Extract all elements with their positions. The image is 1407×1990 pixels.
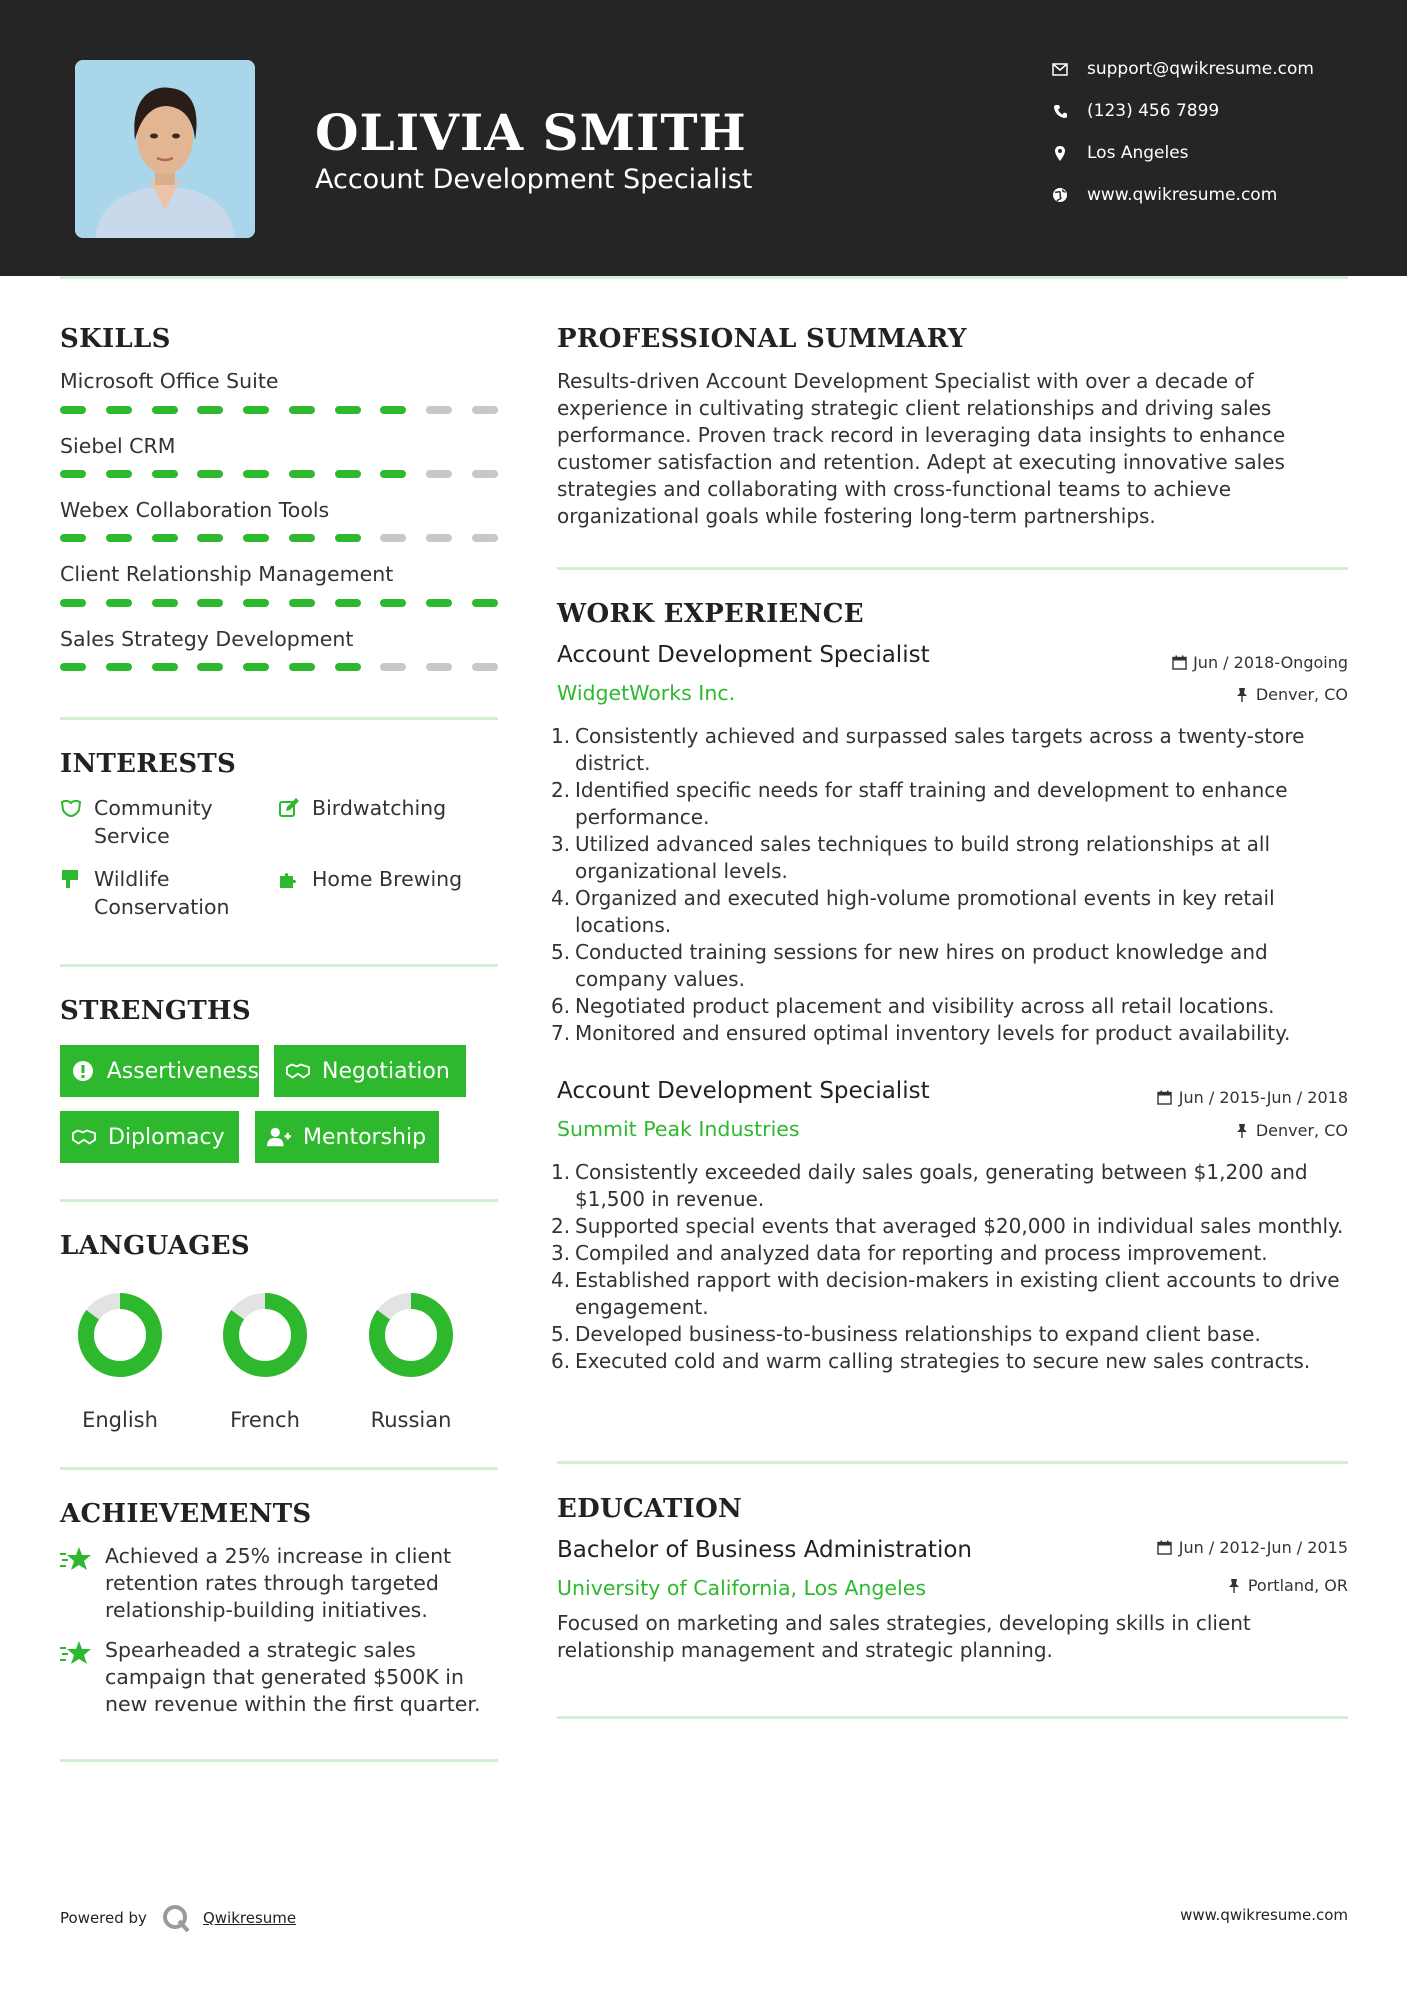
envelope-icon [1050,59,1070,79]
skill-dot [335,534,361,542]
interest-label: Wildlife Conservation [94,867,230,919]
language-name: French [230,1408,300,1432]
education-text: Focused on marketing and sales strategies, developing skills in client relationship management and strategic planning. [557,1611,1251,1662]
strength-tag [255,1111,439,1163]
job-bullet: 4. Established rapport with decision-makers in existing client accounts to drive engagement. [551,1268,1340,1319]
job-location-text: Denver, CO [1255,1121,1348,1140]
contact-location [1050,138,1370,168]
edit-icon [278,797,300,819]
star-icon [60,1639,92,1669]
skill-dot [380,599,406,607]
interest-item [278,865,498,893]
strengths-heading: STRENGTHS [60,996,251,1026]
contact-website-text: www.qwikresume.com [1087,185,1278,205]
language-item [366,1290,456,1432]
school-name: University of California, Los Angeles [557,1576,927,1600]
achievement-item [60,1637,500,1718]
skill-dot [380,534,406,542]
candidate-name: OLIVIA SMITH [315,103,747,162]
puzzle-icon [278,868,300,890]
strength-label: Assertiveness [106,1058,259,1084]
skill-dot [426,663,452,671]
language-item [220,1290,310,1432]
degree-title: Bachelor of Business Administration [557,1537,972,1563]
job-bullet: 6. Negotiated product placement and visibility across all retail locations. [551,994,1275,1018]
user-plus-icon [267,1125,291,1149]
job-bullet: 6. Executed cold and warm calling strategies to secure new sales contracts. [551,1349,1311,1373]
skill-name: Webex Collaboration Tools [60,498,330,522]
skill-name: Siebel CRM [60,434,176,458]
job-location [1234,685,1348,704]
education-dates-text: Jun / 2012-Jun / 2015 [1178,1538,1348,1557]
language-donut [366,1290,456,1380]
star-icon [60,1545,92,1575]
map-pin-icon [1050,143,1070,163]
skill-dot [60,663,86,671]
brand-link[interactable]: Qwikresume [202,1909,297,1927]
company-name: Summit Peak Industries [557,1117,800,1141]
pushpin-icon [1234,687,1250,703]
exclamation-circle-icon [72,1059,95,1083]
skill-dot [152,534,178,542]
interest-label: Birdwatching [312,796,447,820]
contact-location-text: Los Angeles [1087,143,1189,163]
skill-dot [335,663,361,671]
contact-website[interactable] [1050,180,1370,210]
job-bullet: 5. Conducted training sessions for new hires on product knowledge and company values. [551,940,1268,991]
skill-dot [380,470,406,478]
section-divider [60,964,498,967]
skill-dot [106,406,132,414]
skill-dot [335,406,361,414]
interest-item [60,865,260,921]
experience-heading: WORK EXPERIENCE [557,599,864,629]
job-bullet: 1. Consistently achieved and surpassed sales targets across a twenty-store district. [551,724,1305,775]
achievements-heading: ACHIEVEMENTS [60,1499,312,1529]
profile-photo [75,60,255,238]
skill-rating [60,470,498,478]
skill-rating [60,599,498,607]
skill-dot [472,470,498,478]
pushpin-icon [1226,1578,1242,1594]
interest-item [278,794,498,822]
skill-dot [289,534,315,542]
skill-dot [472,534,498,542]
languages-heading: LANGUAGES [60,1231,250,1261]
skill-dot [152,663,178,671]
skill-rating [60,534,498,542]
skill-name: Microsoft Office Suite [60,369,279,393]
skill-dot [243,406,269,414]
section-divider [60,1199,498,1202]
resume-header [0,0,1407,276]
job-bullets [551,1159,1347,1375]
skill-dot [289,406,315,414]
skill-dot [380,406,406,414]
section-divider [60,1759,498,1762]
skill-dot [60,534,86,542]
summary-text: Results-driven Account Development Specialist with over a decade of experience in cultivating strategic client relationships and driving sales performance. Proven track record in leveraging data insights to enhance customer satisfaction and retention. Adept at executing innovative sales strategies and collaborating with cross-functional teams to achieve organizational goals while fostering long-term partnerships. [557,369,1286,528]
job-dates-text: Jun / 2015-Jun / 2018 [1178,1088,1348,1107]
skill-dot [197,470,223,478]
skill-dot [243,663,269,671]
section-divider [557,1461,1348,1464]
skill-dot [426,599,452,607]
language-name: Russian [370,1408,452,1432]
skill-dot [152,470,178,478]
skill-dot [197,599,223,607]
education-location [1226,1576,1348,1595]
job-bullet: 3. Compiled and analyzed data for reporting and process improvement. [551,1241,1268,1265]
section-divider [557,1716,1348,1719]
language-donut [220,1290,310,1380]
skill-dot [426,470,452,478]
interest-label: Community Service [94,796,213,848]
skill-dot [243,470,269,478]
job-bullet: 3. Utilized advanced sales techniques to build strong relationships at all organizational levels. [551,832,1271,883]
skill-dot [197,406,223,414]
summary-heading: PROFESSIONAL SUMMARY [557,324,967,354]
education-location-text: Portland, OR [1247,1576,1348,1595]
skill-dot [243,534,269,542]
skill-dot [106,534,132,542]
skill-dot [60,470,86,478]
skill-dot [197,663,223,671]
calendar-icon [1157,1540,1173,1556]
job-bullet: 2. Identified specific needs for staff training and development to enhance performance. [551,778,1288,829]
powered-by-text: Powered by [60,1909,147,1927]
powered-by [60,1900,296,1936]
calendar-icon [1171,655,1187,671]
skill-dot [472,599,498,607]
skill-dot [426,406,452,414]
skill-rating [60,406,498,414]
interest-label: Home Brewing [312,867,463,891]
skill-dot [335,470,361,478]
phone-icon [1050,101,1070,121]
language-name: English [82,1408,158,1432]
job-dates-text: Jun / 2018-Ongoing [1193,653,1348,672]
job-location-text: Denver, CO [1255,685,1348,704]
strength-tag [60,1111,239,1163]
handshake-icon [60,797,82,819]
section-divider [60,717,498,720]
flag-icon [60,868,82,890]
skills-heading: SKILLS [60,324,171,354]
education-dates [1157,1538,1348,1557]
skill-dot [472,663,498,671]
handshake-icon [72,1125,96,1149]
achievement-text: Spearheaded a strategic sales campaign that generated $500K in new revenue within the first quarter. [105,1638,481,1716]
strength-label: Mentorship [303,1124,427,1150]
job-bullet: 7. Monitored and ensured optimal inventory levels for product availability. [551,1021,1291,1045]
skill-dot [243,599,269,607]
contact-phone-text: (123) 456 7899 [1087,101,1220,121]
contact-email-text: support@qwikresume.com [1087,59,1314,79]
job-bullet: 2. Supported special events that averaged $20,000 in individual sales monthly. [551,1214,1344,1238]
interests-heading: INTERESTS [60,749,237,779]
globe-icon [1050,185,1070,205]
skill-name: Sales Strategy Development [60,627,354,651]
job-dates [1171,653,1348,672]
header-divider [60,276,1348,279]
section-divider [557,567,1348,570]
language-donut [75,1290,165,1380]
skill-dot [472,406,498,414]
skill-dot [106,599,132,607]
strength-tag [274,1045,466,1097]
achievement-text: Achieved a 25% increase in client retention rates through targeted relationship-building initiatives. [105,1544,452,1622]
skill-dot [426,534,452,542]
skill-dot [289,470,315,478]
skill-dot [60,406,86,414]
company-name: WidgetWorks Inc. [557,681,736,705]
job-bullet: 4. Organized and executed high-volume promotional events in key retail locations. [551,886,1275,937]
calendar-icon [1157,1090,1173,1106]
skill-dot [60,599,86,607]
education-heading: EDUCATION [557,1494,743,1524]
contact-phone[interactable] [1050,96,1370,126]
contact-email[interactable] [1050,54,1370,84]
strength-label: Negotiation [322,1058,450,1084]
language-item [75,1290,165,1432]
skill-dot [335,599,361,607]
footer-website[interactable]: www.qwikresume.com [1180,1906,1348,1924]
job-bullet: 1. Consistently exceeded daily sales goals, generating between $1,200 and $1,500 in revenue. [551,1160,1308,1211]
skill-dot [289,663,315,671]
skill-dot [152,599,178,607]
skill-dot [152,406,178,414]
strength-tag [60,1045,259,1097]
skill-dot [106,470,132,478]
skill-rating [60,663,498,671]
job-title: Account Development Specialist [557,1078,930,1104]
job-title: Account Development Specialist [557,642,930,668]
handshake-icon [286,1059,310,1083]
strength-label: Diplomacy [108,1124,225,1150]
job-bullets [551,723,1347,1047]
section-divider [60,1467,498,1470]
job-dates [1157,1088,1348,1107]
pushpin-icon [1234,1123,1250,1139]
skill-dot [380,663,406,671]
skill-dot [106,663,132,671]
qwikresume-logo-icon [161,1903,191,1933]
skill-name: Client Relationship Management [60,562,394,586]
interest-item [60,794,260,850]
skill-dot [289,599,315,607]
candidate-job-title: Account Development Specialist [315,164,753,195]
achievement-item [60,1543,500,1624]
job-bullet: 5. Developed business-to-business relationships to expand client base. [551,1322,1261,1346]
job-location [1234,1121,1348,1140]
skill-dot [197,534,223,542]
